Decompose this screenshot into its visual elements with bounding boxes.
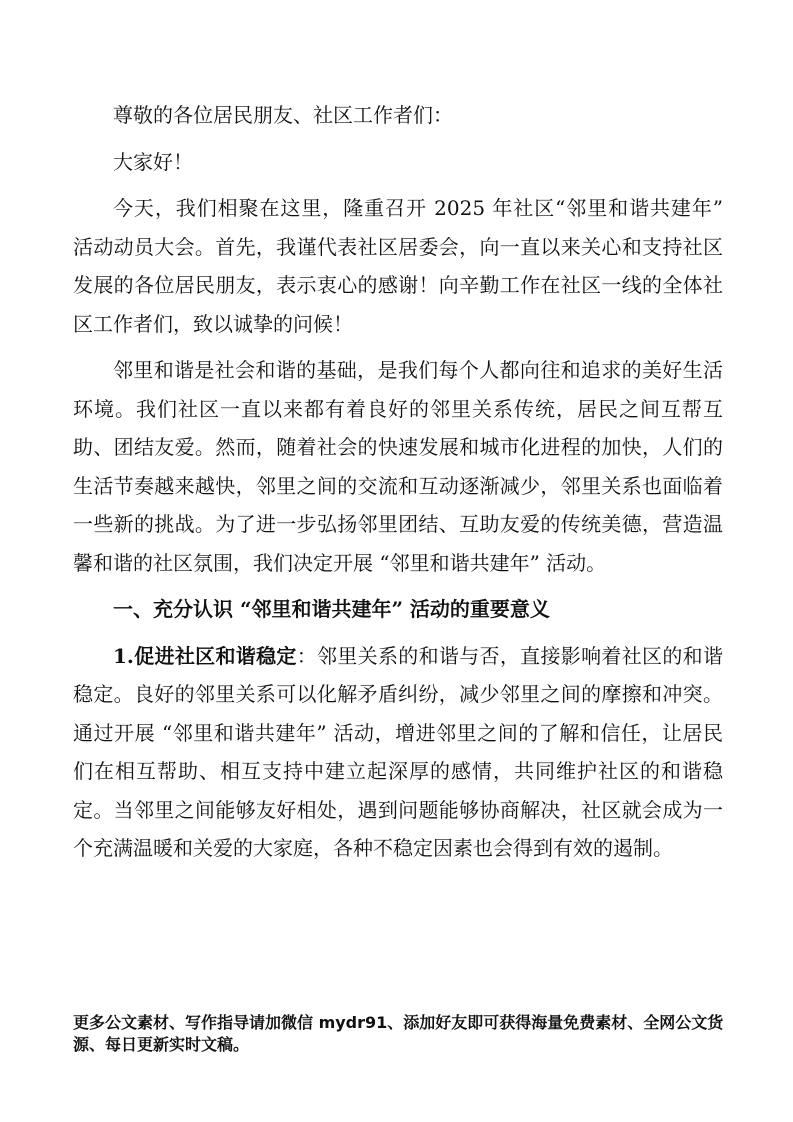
point-1-lead: 1.促进社区和谐稳定 bbox=[113, 643, 297, 668]
section-heading: 一、充分认识 “邻里和谐共建年” 活动的重要意义 bbox=[113, 597, 550, 621]
salutation: 尊敬的各位居民朋友、社区工作者们： bbox=[113, 103, 453, 127]
point-1-body: ：邻里关系的和谐与否，直接影响着社区的和谐稳定。良好的邻里关系可以化解矛盾纠纷，减少邻里之间的摩擦和冲突。通过开展 “邻里和谐共建年” 活动，增进邻里之间的了解和信任，让居民们在相互帮助、相互支持中建立起深厚的感情，共同维护社区的和谐稳定。当邻里之间能够友好相处，遇到问题能够协商解决，社区就会成为一个充满温暖和关爱的大家庭，各种不稳定因素也会得到有效的遏制。 bbox=[73, 643, 724, 860]
paragraph-opening: 今天，我们相聚在这里，隆重召开 2025 年社区“邻里和谐共建年” 活动动员大会。首先，我谨代表社区居委会，向一直以来关心和支持社区发展的各位居民朋友，表示衷心的感谢！向辛勤工作在社区一线的全体社区工作者们，致以诚挚的问候！ bbox=[73, 196, 723, 336]
document-body bbox=[73, 96, 723, 868]
point-1-paragraph bbox=[73, 637, 723, 868]
paragraph-background: 邻里和谐是社会和谐的基础，是我们每个人都向往和追求的美好生活环境。我们社区一直以来都有着良好的邻里关系传统，居民之间互帮互助、团结友爱。然而，随着社会的快速发展和城市化进程的加快，人们的生活节奏越来越快，邻里之间的交流和互动逐渐减少，邻里关系也面临着一些新的挑战。为了进一步弘扬邻里团结、互助友爱的传统美德，营造温馨和谐的社区氛围，我们决定开展 “邻里和谐共建年” 活动。 bbox=[73, 358, 723, 575]
footer-note: 更多公文素材、写作指导请加微信 mydr91、添加好友即可获得海量免费素材、全网公文货源、每日更新实时文稿。 bbox=[73, 1013, 724, 1054]
greeting: 大家好！ bbox=[113, 149, 193, 174]
